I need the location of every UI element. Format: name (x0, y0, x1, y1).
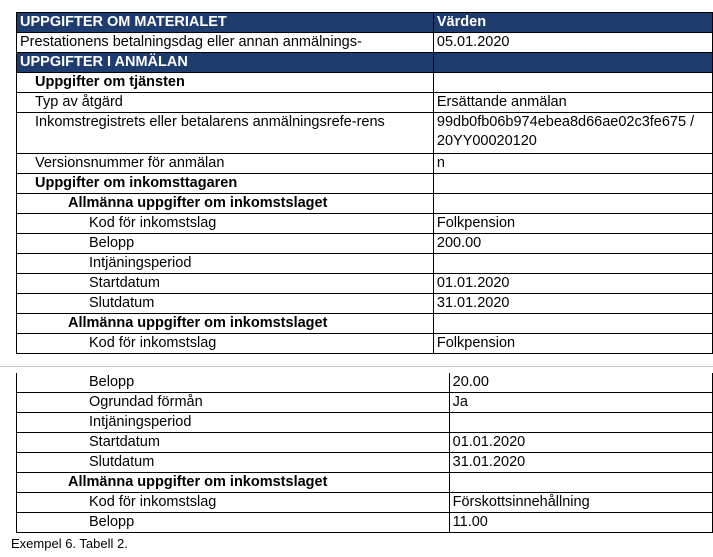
row-label: Slutdatum (17, 453, 450, 473)
table-header-report (17, 53, 713, 73)
table-row (17, 274, 713, 294)
table-row (17, 473, 713, 493)
table-row (17, 413, 713, 433)
header-cell-empty (433, 53, 712, 73)
row-label: Belopp (17, 373, 450, 393)
table-row (17, 373, 713, 393)
row-value-empty (433, 314, 712, 334)
table-row (17, 294, 713, 314)
row-label: Startdatum (17, 433, 450, 453)
row-label: Kod för inkomstslag (17, 493, 450, 513)
table-caption: Exempel 6. Tabell 2. (11, 536, 128, 551)
row-label: Intjäningsperiod (17, 254, 434, 274)
row-value: Folkpension (433, 334, 712, 354)
row-value: 20.00 (449, 373, 712, 393)
row-label: Prestationens betalningsdag eller annan anmälnings- (17, 33, 434, 53)
row-value: Ja (449, 393, 712, 413)
row-value: 99db0fb06b974ebea8d66ae02c3fe675 / 20YY00020120 (433, 113, 712, 154)
row-value-empty (449, 473, 712, 493)
row-label: Intjäningsperiod (17, 413, 450, 433)
table-row (17, 334, 713, 354)
header-cell: UPPGIFTER OM MATERIALET (17, 13, 434, 33)
table-row (17, 194, 713, 214)
table-row (17, 93, 713, 113)
row-value: Ersättande anmälan (433, 93, 712, 113)
report-table-part2 (16, 373, 713, 533)
row-label: Belopp (17, 513, 450, 533)
row-value-empty (449, 413, 712, 433)
table-row (17, 314, 713, 334)
page-break-line (0, 366, 713, 367)
row-label: Slutdatum (17, 294, 434, 314)
table-row (17, 513, 713, 533)
row-value-empty (433, 174, 712, 194)
table-row (17, 214, 713, 234)
row-value: 200.00 (433, 234, 712, 254)
row-value-empty (433, 194, 712, 214)
table-row (17, 493, 713, 513)
report-table-part1 (16, 12, 713, 354)
row-label: Versionsnummer för anmälan (17, 154, 434, 174)
row-value: 31.01.2020 (433, 294, 712, 314)
table-row (17, 453, 713, 473)
row-value: 01.01.2020 (449, 433, 712, 453)
table-header-material (17, 13, 713, 33)
section-label: Uppgifter om tjänsten (17, 73, 434, 93)
table-row (17, 154, 713, 174)
row-value-empty (433, 73, 712, 93)
row-label: Ogrundad förmån (17, 393, 450, 413)
row-label: Kod för inkomstslag (17, 214, 434, 234)
group-title: Allmänna uppgifter om inkomstslaget (17, 314, 434, 334)
row-label: Inkomstregistrets eller betalarens anmälningsrefe-rens (17, 113, 434, 154)
row-value: 31.01.2020 (449, 453, 712, 473)
table-row (17, 254, 713, 274)
row-value: 01.01.2020 (433, 274, 712, 294)
table-row (17, 393, 713, 413)
table-row (17, 174, 713, 194)
table-row (17, 113, 713, 154)
row-value: Förskottsinnehållning (449, 493, 712, 513)
row-label: Typ av åtgärd (17, 93, 434, 113)
row-value: 11.00 (449, 513, 712, 533)
group-title: Allmänna uppgifter om inkomstslaget (17, 473, 450, 493)
table-row (17, 73, 713, 93)
section-label: Uppgifter om inkomsttagaren (17, 174, 434, 194)
row-value: 05.01.2020 (433, 33, 712, 53)
table-row (17, 234, 713, 254)
header-cell: Värden (433, 13, 712, 33)
header-cell: UPPGIFTER I ANMÄLAN (17, 53, 434, 73)
group-title: Allmänna uppgifter om inkomstslaget (17, 194, 434, 214)
row-label: Startdatum (17, 274, 434, 294)
row-value-empty (433, 254, 712, 274)
row-value: Folkpension (433, 214, 712, 234)
row-label: Kod för inkomstslag (17, 334, 434, 354)
table-row (17, 33, 713, 53)
row-label: Belopp (17, 234, 434, 254)
row-value: n (433, 154, 712, 174)
table-row (17, 433, 713, 453)
